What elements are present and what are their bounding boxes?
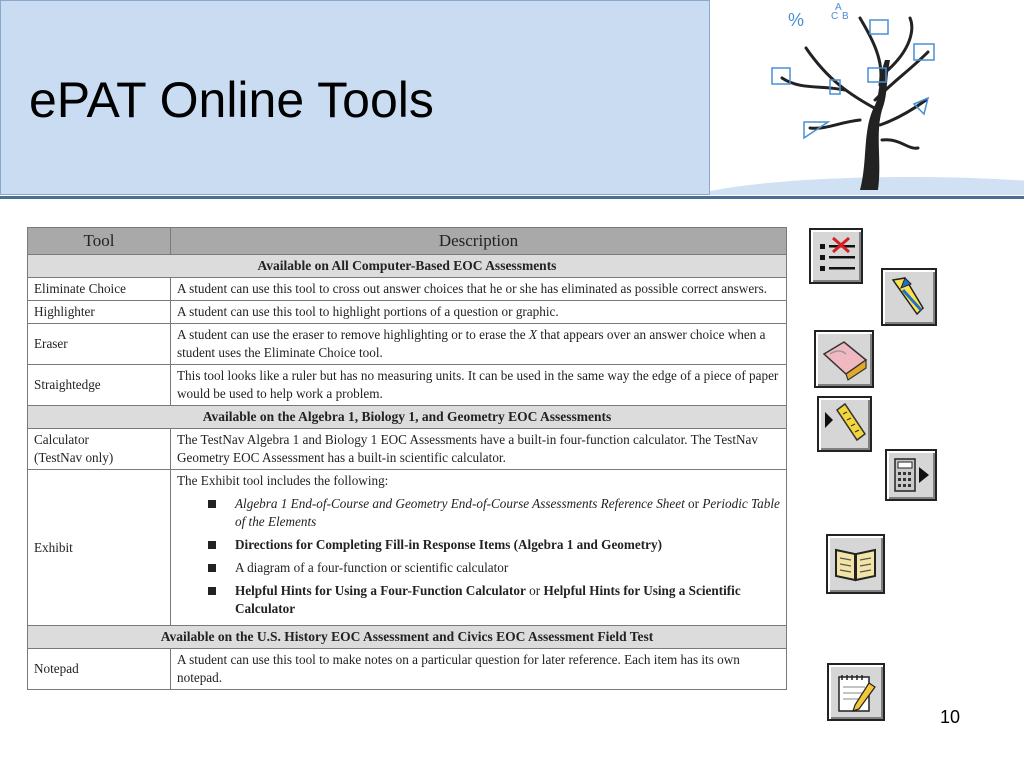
column-header-description: Description xyxy=(171,228,787,255)
tool-name-line: (TestNav only) xyxy=(34,450,114,465)
section-row-all-assessments: Available on All Computer-Based EOC Assessments xyxy=(28,255,787,278)
bullet-square-icon xyxy=(208,541,216,549)
bullet-square-icon xyxy=(208,564,216,572)
tool-name: Straightedge xyxy=(28,365,171,406)
tool-description: A student can use this tool to make notes on a particular question for later reference. Each item has its own notepad. xyxy=(171,649,787,690)
eliminate-choice-icon[interactable] xyxy=(809,228,863,284)
tool-name: Exhibit xyxy=(28,470,171,626)
tree-label-b: B xyxy=(842,11,849,22)
column-header-tool: Tool xyxy=(28,228,171,255)
bullet-square-icon xyxy=(208,587,216,595)
exhibit-book-icon[interactable] xyxy=(826,534,885,594)
tree-label-percent: % xyxy=(788,10,805,30)
tool-name: Notepad xyxy=(28,649,171,690)
item-text: Directions for Completing Fill-in Response Items (Algebra 1 and Geometry) xyxy=(235,537,662,552)
header-divider xyxy=(0,196,1024,199)
tree-label-a: A xyxy=(835,2,842,13)
slide-header xyxy=(0,0,1024,199)
section-row-algebra-biology-geometry: Available on the Algebra 1, Biology 1, and Geometry EOC Assessments xyxy=(28,406,787,429)
item-text: or xyxy=(525,583,544,598)
desc-part: that appears over an answer choice when a student uses the Eliminate Choice tool. xyxy=(177,327,766,360)
table-row xyxy=(28,278,787,301)
tool-description: The TestNav Algebra 1 and Biology 1 EOC Assessments have a built-in four-function calculator. The TestNav Geometry EOC Assessment has a built-in scientific calculator. xyxy=(171,429,787,470)
tool-description xyxy=(171,324,787,365)
tool-description xyxy=(171,470,787,626)
tool-description: A student can use this tool to cross out answer choices that he or she has eliminated as possible correct answers. xyxy=(171,278,787,301)
tool-name-line: Calculator xyxy=(34,432,89,447)
table-row xyxy=(28,649,787,690)
straightedge-icon[interactable] xyxy=(817,396,872,452)
section-row-history-civics: Available on the U.S. History EOC Assessment and Civics EOC Assessment Field Test xyxy=(28,626,787,649)
tool-name: Eraser xyxy=(28,324,171,365)
bullet-square-icon xyxy=(208,500,216,508)
page-number: 10 xyxy=(940,707,961,727)
title-band xyxy=(0,0,710,195)
calculator-icon[interactable] xyxy=(885,449,937,501)
tree-illustration xyxy=(710,0,1024,195)
item-text: Helpful Hints for Using a Scientific Calculator xyxy=(235,583,741,616)
tool-name xyxy=(28,429,171,470)
tool-name: Eliminate Choice xyxy=(28,278,171,301)
item-text: Algebra 1 End-of-Course and Geometry End-of-Course Assessments Reference Sheet xyxy=(235,496,685,511)
tool-description: A student can use this tool to highlight portions of a question or graphic. xyxy=(171,301,787,324)
table-row xyxy=(28,365,787,406)
table-row xyxy=(28,324,787,365)
list-item xyxy=(177,536,780,554)
notepad-icon[interactable] xyxy=(827,663,885,721)
tool-name: Highlighter xyxy=(28,301,171,324)
exhibit-list xyxy=(177,495,780,618)
tool-description: This tool looks like a ruler but has no measuring units. It can be used in the same way the edge of a piece of paper would be used to help work a problem. xyxy=(171,365,787,406)
eraser-icon[interactable] xyxy=(814,330,874,388)
slide-title: ePAT Online Tools xyxy=(29,72,434,128)
table-row xyxy=(28,301,787,324)
table-row xyxy=(28,429,787,470)
exhibit-intro: The Exhibit tool includes the following: xyxy=(177,473,389,488)
item-text: Periodic Table of the Elements xyxy=(235,496,780,529)
tools-table xyxy=(27,227,787,690)
item-text: Helpful Hints for Using a Four-Function Calculator xyxy=(235,583,526,598)
table-row xyxy=(28,470,787,626)
item-text: or xyxy=(684,496,703,511)
highlighter-icon[interactable] xyxy=(881,268,937,326)
tree-label-c: C xyxy=(831,11,839,22)
item-text: A diagram of a four-function or scientific calculator xyxy=(235,560,509,575)
list-item xyxy=(177,495,780,531)
list-item xyxy=(177,582,780,618)
desc-italic-x: X xyxy=(528,327,537,342)
list-item xyxy=(177,559,780,577)
desc-part: A student can use the eraser to remove highlighting or to erase the xyxy=(177,327,529,342)
